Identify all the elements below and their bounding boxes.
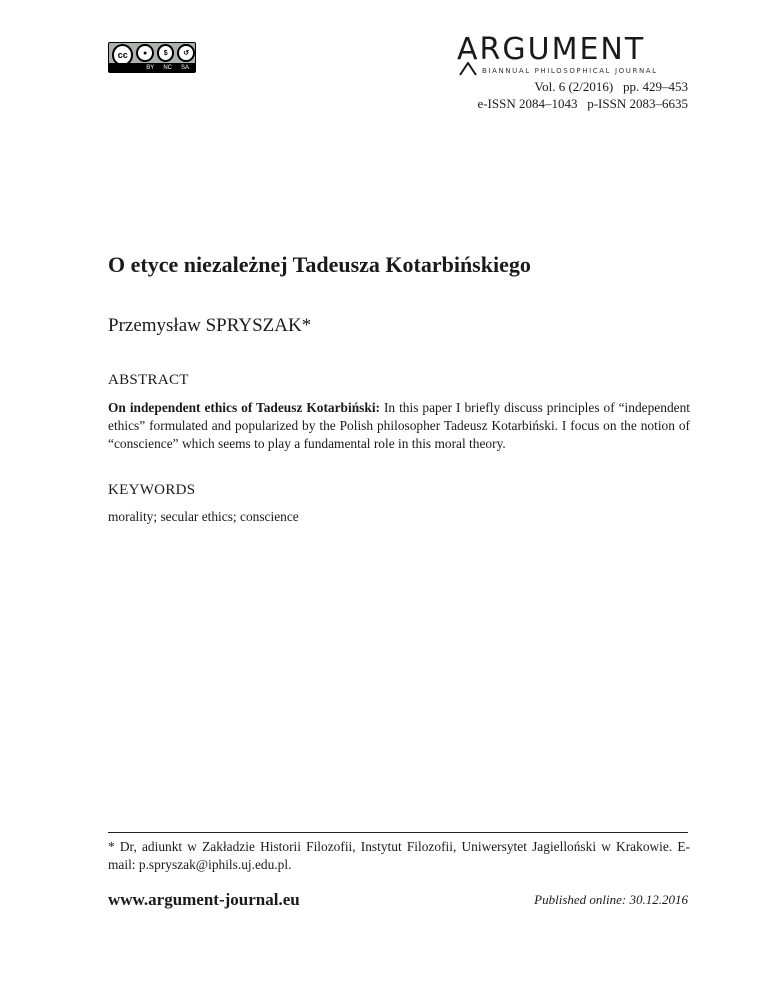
footnote-marker: * xyxy=(108,839,115,854)
footnote-divider xyxy=(108,832,688,833)
keywords-list: morality; secular ethics; conscience xyxy=(108,509,299,524)
journal-subtitle: BIANNUAL PHILOSOPHICAL JOURNAL xyxy=(482,67,658,75)
journal-meta xyxy=(477,78,688,112)
article-title: O etyce niezależnej Tadeusza Kotarbińskiego xyxy=(108,252,531,277)
issn: e-ISSN 2084–1043 p-ISSN 2083–6635 xyxy=(477,96,688,111)
abstract-lead: On independent ethics of Tadeusz Kotarbiński: xyxy=(108,400,381,415)
license-term-by: BY xyxy=(146,65,155,71)
abstract-body xyxy=(108,399,690,453)
abstract-text: In this paper I briefly discuss principles of “independent ethics” formulated and popularized by the Polish philosopher Tadeusz Kotarbiński. I focus on the notion of “conscience” which seems to play a fundamental role in this moral theory. xyxy=(108,400,691,451)
creative-commons-license-badge[interactable] xyxy=(108,42,196,73)
journal-website-link[interactable]: www.argument-journal.eu xyxy=(108,890,300,909)
attribution-icon: ● xyxy=(136,44,154,62)
license-terms xyxy=(109,63,195,73)
author-footnote xyxy=(108,838,690,874)
license-term-nc: NC xyxy=(163,65,172,71)
cc-logo-icon: cc xyxy=(112,44,133,66)
footnote-text: Dr, adiunkt w Zakładzie Historii Filozofii, Instytut Filozofii, Uniwersytet Jagielloński w Krakowie. E-mail: p.spryszak@iphils.uj.edu.pl. xyxy=(108,839,690,872)
volume-pages: Vol. 6 (2/2016) pp. 429–453 xyxy=(534,79,688,94)
sharealike-icon: ↺ xyxy=(177,44,195,62)
license-term-sa: SA xyxy=(180,65,189,71)
published-date: Published online: 30.12.2016 xyxy=(534,892,688,907)
keywords-heading: KEYWORDS xyxy=(108,482,196,498)
journal-logo: ARGUMENT xyxy=(457,32,646,67)
article-author: Przemysław SPRYSZAK* xyxy=(108,315,312,336)
logo-mark-icon xyxy=(458,62,478,76)
abstract-heading: ABSTRACT xyxy=(108,372,189,388)
noncommercial-icon: $ xyxy=(157,44,175,62)
